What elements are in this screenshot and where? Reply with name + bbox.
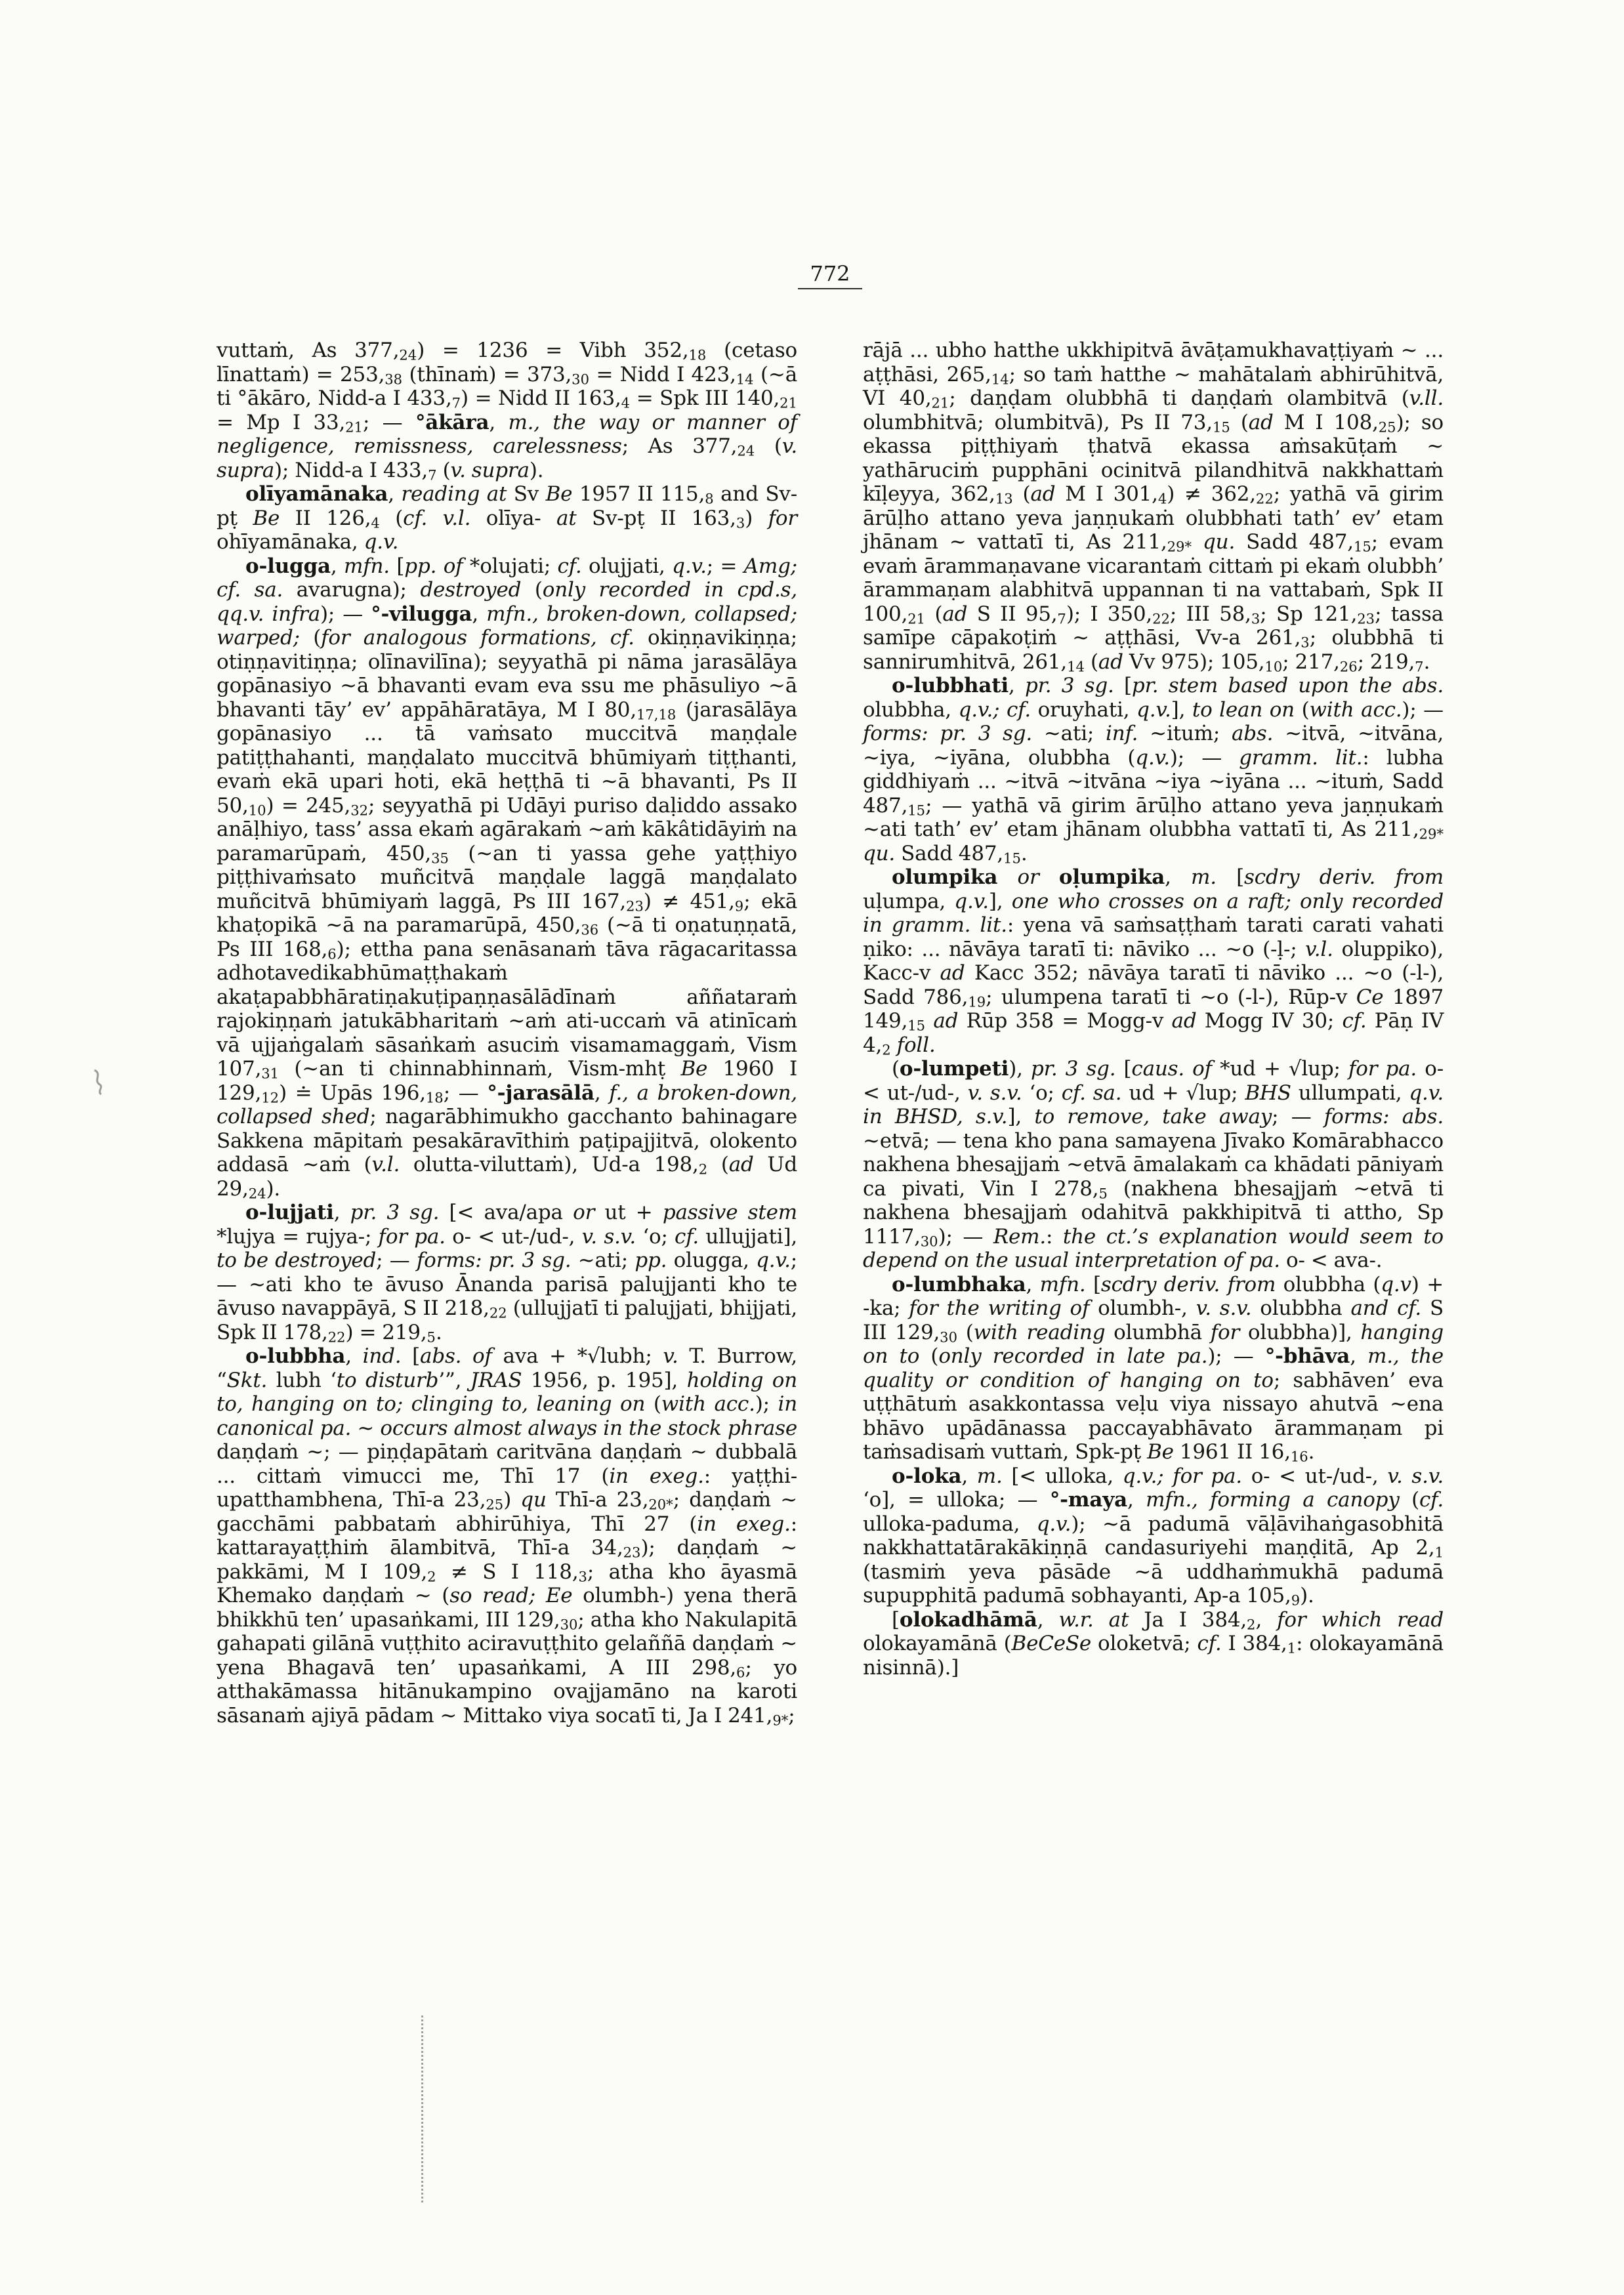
dictionary-entry: olīyamānaka, reading at Sv Be 1957 II $115,_8$ and Sv-pṭ Be II $126,_4$ (cf. v.l. olīya- at Sv-pṭ II $163,_3$) for ohīyamānaka, q.v. [217, 482, 797, 554]
right-column [863, 339, 1444, 1727]
dictionary-entry: vuttaṁ, As $377,_{24}) = 1236$ = Vibh $352,_{18}$ (cetaso līnattaṁ) = $253,_{38}$ (thīnaṁ) = $373,_{30}$ = Nidd I $423,_{14}$ (~ā ti °ākāro, Nidd-a I $433,_7$) = Nidd II $163,_4$ = Spk III $140,_{21} = Mp$ I $33,_{21}$; — °ākāra, m., the way or manner of negligence, remissness, carelessness; As $377,_{24}$ (v. supra); Nidd-a I $433,_7$ (v. supra). [217, 339, 798, 484]
dictionary-entry: o-lubbhati, pr. 3 sg. [pr. stem based upon the abs. olubbha, q.v.; cf. oruyhati, q.v.], to lean on (with acc.); — forms: pr. 3 sg. ~ati; inf. ~ituṁ; abs. ~itvā, ~itvāna, ~iya, ~iyāna, olubbha (q.v.); — gramm. lit.: lubha giddhiyaṁ ... ~itvā ~itvāna ~iya ~iyāna ... ~ituṁ, Sadd $487,_{15}$; — yathā vā girim ārūḷho attano yeva jaṇṇukaṁ ~ati tath’ ev’ etam jhānam olubbha vattatī ti, As $211,_{29*}$ qu. Sadd $487,_{15}$. [863, 674, 1444, 867]
text-block [217, 339, 1444, 1727]
dictionary-entry: rājā ... ubho hatthe ukkhipitvā āvāṭamukhavaṭṭiyaṁ ~ ... aṭṭhāsi, $265,_{14}$; so taṁ hatthe ~ mahātalaṁ abhirūhitvā, VI $40,_{21}$; daṇḍam olubbhā ti daṇḍaṁ olambitvā (v.ll. olumbhitvā; olumbitvā), Ps II $73,_{15}$ (ad M I $108,_{25}$); so ekassa piṭṭhiyaṁ ṭhatvā ekassa aṁsakūṭaṁ ~ yathāruciṁ pupphāni ocinitvā pilandhitvā nakkhattaṁ kīḷeyya, $362,_{13}$ (ad M I $301,_4) \ne 362,_{22}$; yathā vā girim ārūḷho attano yeva jaṇṇukaṁ olubbhati tath’ ev’ etam jhānam ~ vattatī ti, As $211,_{29*}$ qu. Sadd $487,_{15}$; evam evaṁ ārammaṇavane vicarantaṁ cittaṁ pi ekaṁ olubbh’ ārammaṇam alabhitvā uppannan ti na vattabaṁ, Spk II $100,_{21}$ (ad S II $95,_7$); I $350,_{22}$; III $58,_3$; Sp $121,_{23}$; tassa samīpe cāpakoṭiṁ ~ aṭṭhāsi, Vv-a $261,_3$; olubbhā ti sannirumhitvā, $261,_{14}$ (ad Vv 975); $105,_{10}$; $217,_{26}$; $219,_7$. [863, 339, 1444, 675]
dictionary-entry: o-loka, m. [< ulloka, q.v.; for pa. o- < ut-/ud-, v. s.v. ‘o], = ulloka; — °-maya, mfn., forming a canopy (cf. ulloka-paduma, q.v.); ~ā padumā vāḷāvihaṅgasobhitā nakkhattatārakākiṇṇā candasuriyehi maṇḍitā, Ap $2,_1$ (tasmiṁ yeva pāsāde ~ā uddhaṁmukhā padumā supupphitā padumā sobhayanti, Ap-a $105,_9$). [863, 1464, 1444, 1609]
dictionary-entry: [olokadhāmā, w.r. at Ja I $384,_2$, for which read olokayamānā (BeCeSe oloketvā; cf. I $384,_1$: olokayamānā nisinnā).] [863, 1607, 1444, 1680]
page-number: 772 [798, 261, 862, 289]
dictionary-entry: o-lujjati, pr. 3 sg. [< ava/apa or ut + passive stem *lujya = rujya-; for pa. o- < ut-/ud-, v. s.v. ‘o; cf. ullujjati], to be destroyed; — forms: pr. 3 sg. ~ati; pp. olugga, q.v.; — ~ati kho te āvuso Ānanda parisā palujjanti kho te āvuso navappāyā, S II $218,_{22}$ (ullujjatī ti palujjati, bhijjati, Spk II $178,_{22}) = 219,_5$. [217, 1201, 797, 1346]
margin-scribble-mark [91, 1068, 108, 1096]
dictionary-entry: o-lumbhaka, mfn. [scdry deriv. from olubbha (q.v) + -ka; for the writing of olumbh-, v. s.v. olubbha and cf. S III $129,_{30}$ (with reading olumbhā for olubbha)], hanging on to (only recorded in late pa.); — °-bhāva, m., the quality or condition of hanging on to; sabhāven’ eva uṭṭhātuṁ asakkontassa veḷu viya nissayo ahutvā ~ena bhāvo upādānassa paccayabhāvato ārammaṇam pi taṁsadisaṁ vuttaṁ, Spk-pṭ Be 1961 II $16,_{16}$. [863, 1272, 1444, 1465]
left-column [217, 339, 797, 1727]
dictionary-entry: o-lugga, mfn. [pp. of *olujati; cf. olujjati, q.v.; = Amg; cf. sa. avarugna); destroyed (only recorded in cpd.s, qq.v. infra); — °-vilugga, mfn., broken-down, collapsed; warped; (for analogous formations, cf. okiṇṇavikiṇṇa; otiṇṇavitiṇṇa; olīnavilīna); seyyathā pi nāma jarasālāya gopānasiyo ~ā bhavanti evam eva ssu me phāsuliyo ~ā bhavanti tāy’ ev’ appāhāratāya, M I $80,_{17,18}$ (jarasālāya gopānasiyo ... tā vaṁsato muccitvā maṇḍale patiṭṭhahanti, maṇḍalato muccitvā bhūmiyaṁ tiṭṭhanti, evaṁ ekā upari hoti, ekā heṭṭhā ti ~ā bhavanti, Ps II $50,_{10}) = 245,_{32}$; seyyathā pi Udāyi puriso daḷiddo assako anāḷhiyo, tass’ assa ekaṁ agārakaṁ ~aṁ kākâtidāyiṁ na paramarūpaṁ, $450,_{35}$ (~an ti yassa gehe yaṭṭhiyo piṭṭhivaṁsato muñcitvā maṇḍale laggā maṇḍalato muñcitvā bhūmiyaṁ laggā, Ps III $167,_{23}) \ne 451,_9$; ekā khaṭopikā ~ā na paramarūpā, $450,_{36}$ (~ā ti oṇatuṇṇatā, Ps III $168,_6$); ettha pana senāsanaṁ tāva rāgacaritassa adhotavedikabhūmaṭṭhakaṁ akaṭapabbhāratiṇakuṭipaṇṇasālādīnaṁ aññataraṁ rajokiṇṇaṁ jatukābharitaṁ ~aṁ ati-uccaṁ vā atinīcaṁ vā ujjaṅgalaṁ sāsaṅkaṁ asuciṁ visamamaggaṁ, Vism $107,_{31}$ (~an ti chinnabhinnaṁ, Vism-mhṭ Be 1960 I $129,_{12}$) ≐ Upās $196,_{18}$; — °-jarasālā, f., a broken-down, collapsed shed; nagarābhimukho gacchanto bahinagare Sakkena māpitaṁ pesakāravīthiṁ paṭipajjitvā, olokento addasā ~aṁ (v.l. olutta-viluttaṁ), Ud-a $198,_2$ (ad Ud $29,_{24}$). [217, 554, 798, 1202]
page-header [217, 261, 1444, 289]
dictionary-entry: (o-lumpeti), pr. 3 sg. [caus. of *ud + √lup; for pa. o- < ut-/ud-, v. s.v. ‘o; cf. sa. ud + √lup; BHS ullumpati, q.v. in BHSD, s.v.], to remove, take away; — forms: abs. ~etvā; — tena kho pana samayena Jīvako Komārabhacco nakhena bhesajjaṁ ~etvā āmalakaṁ ca khādati pāniyaṁ ca pivati, Vin I $278,_5$ (nakhena bhesajjaṁ ~etvā ti nakhena bhesajjaṁ odahitvā pakkhipitvā ti attho, Sp $1117,_{30}$); — Rem.: the ct.’s explanation would seem to depend on the usual interpretation of pa. o- < ava-. [863, 1057, 1444, 1272]
fold-line-mark [421, 2016, 423, 2202]
dictionary-entry: olumpika or oḷumpika, m. [scdry deriv. from uḷumpa, q.v.], one who crosses on a raft; only recorded in gramm. lit.: yena vā saṁsaṭṭhaṁ tarati carati vahati ṇiko: ... nāvāya taratī ti: nāviko ... ~o (-ḷ-; v.l. oluppiko), Kacc-v ad Kacc 352; nāvāya taratī ti nāviko ... ~o (-l-), Sadd $786,_{19}$; ulumpena taratī ti ~o (-l-), Rūp-v Ce 1897 $149,_{15}$ ad Rūp 358 = Mogg-v ad Mogg IV 30; cf. Pāṇ IV $4,_2$ foll. [863, 865, 1444, 1058]
dictionary-entry: o-lubbha, ind. [abs. of ava + *√lubh; v. T. Burrow, “Skt. lubh ‘to disturb’”, JRAS 1956, p. 195], holding on to, hanging on to; clinging to, leaning on (with acc.); in canonical pa. ~ occurs almost always in the stock phrase daṇḍaṁ ~; — piṇḍapātaṁ caritvāna daṇḍaṁ ~ dubbalā ... cittaṁ vimucci me, Thī 17 (in exeg.: yaṭṭhi-upatthambhena, Thī-a $23,_{25}$) qu Thī-a $23,_{20*}$; daṇḍaṁ ~ gacchāmi pabbataṁ abhirūhiya, Thī 27 (in exeg.: kattarayaṭṭhiṁ ālambitvā, Thī-a $34,_{23}$); daṇḍaṁ ~ pakkāmi, M I $109,_2 \ne S$ I $118,_3$; atha kho āyasmā Khemako daṇḍaṁ ~ (so read; Ee olumbh-) yena therā bhikkhū ten’ upasaṅkami, III $129,_{30}$; atha kho Nakulapitā gahapati gilānā vuṭṭhito aciravuṭṭhito gelaññā daṇḍaṁ ~ yena Bhagavā ten’ upasaṅkami, A III $298,_6$; yo atthakāmassa hitānukampino ovajjamāno na karoti sāsanaṁ ajiyā pādam ~ Mittako viya socatī ti, Ja I $241,_{9*}$; [217, 1344, 798, 1729]
